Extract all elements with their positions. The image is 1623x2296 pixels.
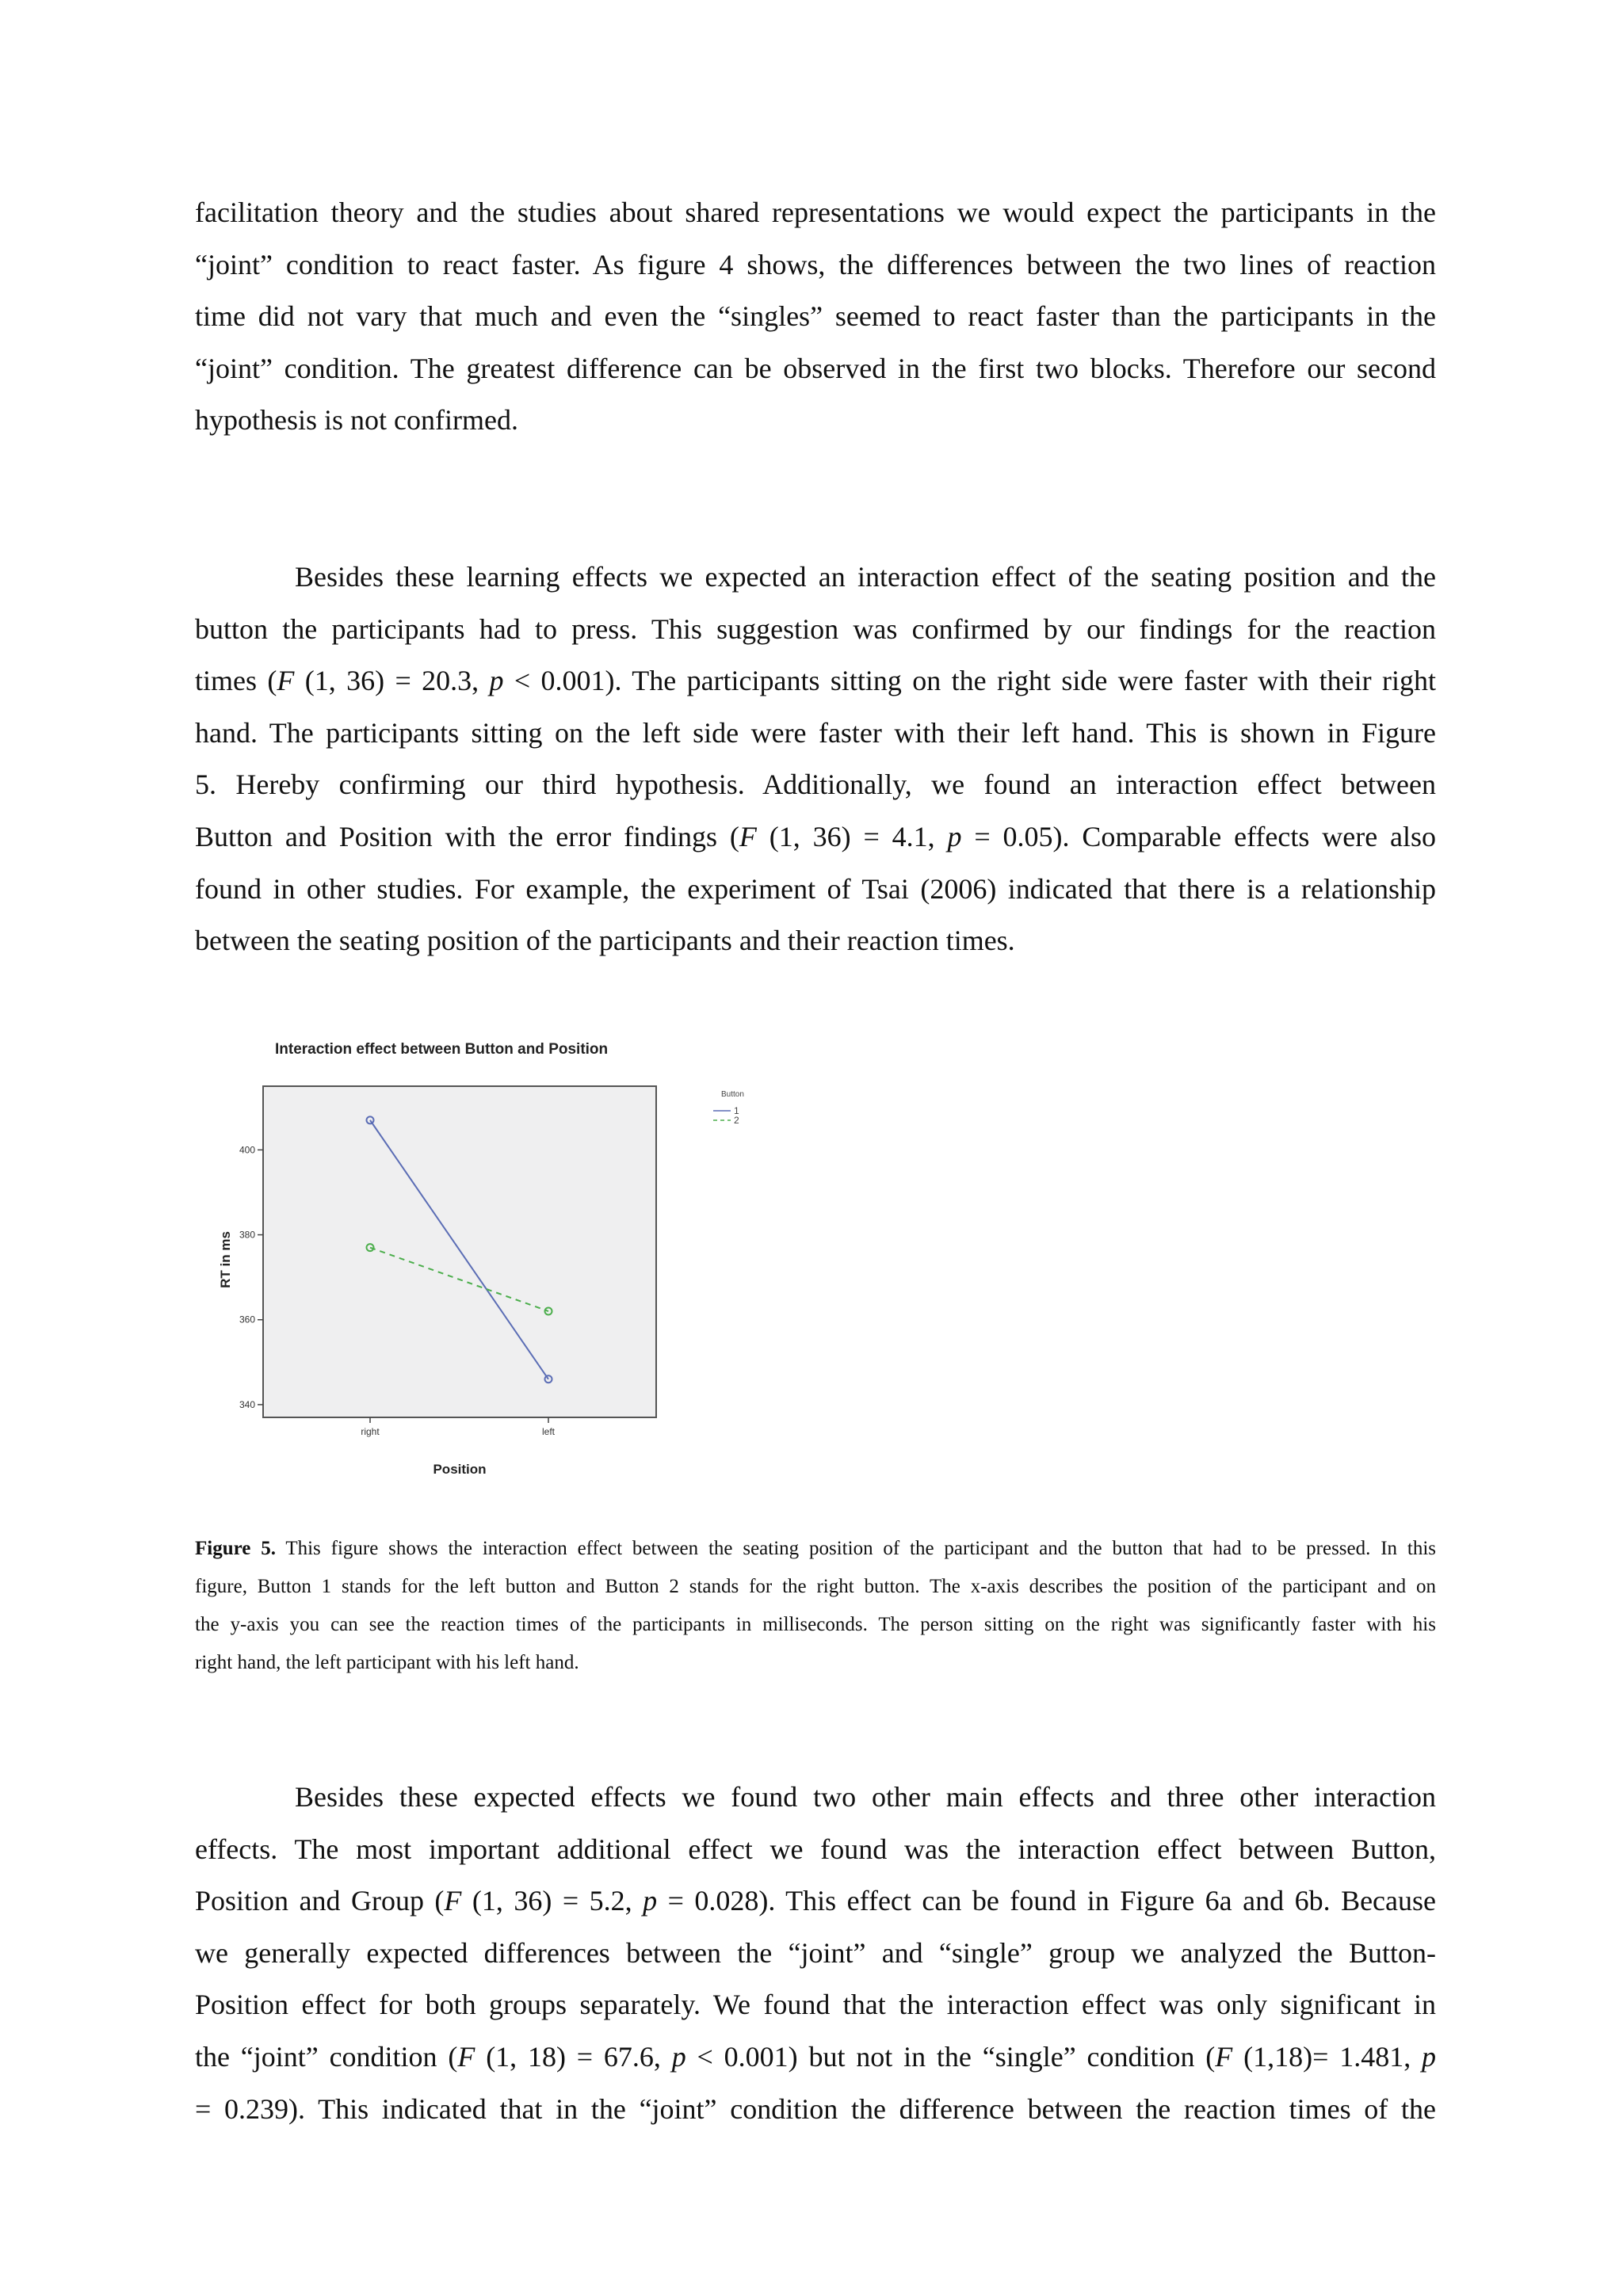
paragraph-3-line: Position and Group (F (1, 36) = 5.2, p = 0.028). This effect can be found in Figure 6a and 6b. Because xyxy=(195,1885,1436,1917)
x-axis-ticks xyxy=(361,1417,555,1437)
x-axis-label: Position xyxy=(433,1462,487,1477)
caption-line: the y-axis you can see the reaction times of the participants in milliseconds. The person sitting on the right was significantly faster with his xyxy=(195,1614,1436,1635)
paragraph-3-line: the “joint” condition (F (1, 18) = 67.6, p < 0.001) but not in the “single” condition (F (1,18)= 1.481, p xyxy=(195,2040,1437,2073)
paragraph-3-line: Besides these expected effects we found two other main effects and three other interaction xyxy=(295,1781,1436,1813)
paragraph-1 xyxy=(195,187,1436,447)
paragraph-2 xyxy=(195,551,1436,967)
legend-title: Button xyxy=(721,1090,744,1099)
x-tick-label: left xyxy=(541,1426,556,1437)
paragraph-3-line: we generally expected differences between the “joint” and “single” group we analyzed the Button- xyxy=(195,1936,1436,1969)
paragraph-2-line: button the participants had to press. This suggestion was confirmed by our findings for the reaction xyxy=(195,612,1436,645)
legend-label-button-1: 1 xyxy=(734,1105,739,1116)
paragraph-3-line: effects. The most important additional effect we found was the interaction effect between Button, xyxy=(195,1833,1436,1865)
paragraph-3 xyxy=(195,1772,1436,2135)
figure-caption xyxy=(195,1530,1436,1682)
caption-line: figure, Button 1 stands for the left button and Button 2 stands for the right button. The x-axis describes the position of the participant and on xyxy=(195,1576,1436,1597)
paragraph-1-line: time did not vary that much and even the “singles” seemed to react faster than the participants in the xyxy=(195,300,1436,333)
paragraph-1-line: “joint” condition to react faster. As figure 4 shows, the differences between the two lines of reaction xyxy=(195,248,1436,280)
paragraph-3-line: Position effect for both groups separately. We found that the interaction effect was only significant in xyxy=(195,1989,1436,2021)
paragraph-1-line: hypothesis is not confirmed. xyxy=(195,404,518,437)
y-axis-label: RT in ms xyxy=(218,1231,233,1288)
y-tick-label: 380 xyxy=(239,1229,255,1241)
interaction-chart xyxy=(206,1030,777,1489)
y-axis-ticks xyxy=(239,1144,263,1410)
paragraph-1-line: facilitation theory and the studies about shared representations we would expect the participants in the xyxy=(195,196,1436,228)
paragraph-2-line: 5. Hereby confirming our third hypothesis. Additionally, we found an interaction effect between xyxy=(195,769,1436,801)
caption-line: Figure 5. This figure shows the interaction effect between the seating position of the participant and the button that had to be pressed. In this xyxy=(195,1538,1436,1559)
caption-line: right hand, the left participant with his left hand. xyxy=(195,1652,579,1673)
paragraph-2-line: times (F (1, 36) = 20.3, p < 0.001). The participants sitting on the right side were faster with their right xyxy=(195,665,1437,697)
chart-title: Interaction effect between Button and Position xyxy=(275,1041,609,1058)
y-tick-label: 400 xyxy=(239,1144,255,1156)
paragraph-2-line: between the seating position of the participants and their reaction times. xyxy=(195,925,1015,957)
legend-label-button-2: 2 xyxy=(734,1115,739,1126)
x-tick-label: right xyxy=(361,1426,380,1437)
paragraph-2-line: Button and Position with the error findings (F (1, 36) = 4.1, p = 0.05). Comparable effects were also xyxy=(195,820,1437,852)
paragraph-2-line: Besides these learning effects we expected an interaction effect of the seating position and the xyxy=(295,561,1436,593)
paragraph-3-line: = 0.239). This indicated that in the “joint” condition the difference between the reaction times of the xyxy=(195,2092,1436,2125)
y-tick-label: 340 xyxy=(239,1398,255,1410)
paragraph-1-line: “joint” condition. The greatest difference can be observed in the first two blocks. Therefore our second xyxy=(195,352,1436,384)
chart-legend xyxy=(712,1085,767,1141)
y-tick-label: 360 xyxy=(239,1314,255,1325)
figure-label: Figure 5. xyxy=(195,1538,276,1559)
paragraph-2-line: hand. The participants sitting on the left side were faster with their left hand. This is shown in Figure xyxy=(195,716,1436,749)
plot-area xyxy=(263,1086,656,1417)
paragraph-2-line: found in other studies. For example, the experiment of Tsai (2006) indicated that there is a relationship xyxy=(195,872,1436,905)
